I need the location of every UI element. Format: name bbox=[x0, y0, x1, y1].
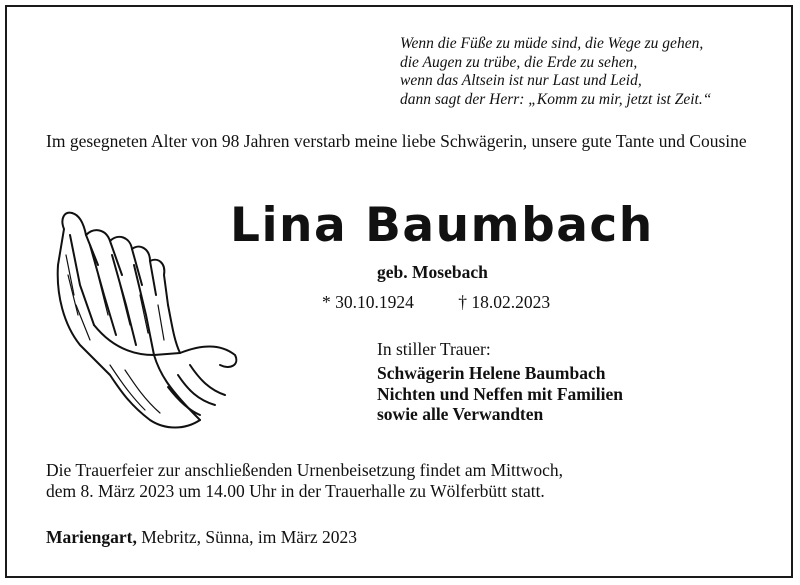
poem-line: Wenn die Füße zu müde sind, die Wege zu gehen, bbox=[400, 35, 704, 52]
poem-line: dann sagt der Herr: „Komm zu mir, jetzt ist Zeit.“ bbox=[400, 90, 712, 108]
deceased-name: Lina Baumbach bbox=[230, 198, 654, 253]
poem-line: wenn das Altsein ist nur Last und Leid, bbox=[400, 72, 642, 89]
mourners-list bbox=[377, 363, 623, 425]
mourner-entry: Nichten und Neffen mit Familien bbox=[377, 383, 623, 404]
birth-name: geb. Mosebach bbox=[377, 262, 488, 282]
praying-hands-icon bbox=[50, 205, 245, 435]
poem bbox=[400, 35, 711, 109]
intro-text: Im gesegneten Alter von 98 Jahren verstarb meine liebe Schwägerin, unsere gute Tante und Cousine bbox=[46, 131, 747, 151]
death-date: † 18.02.2023 bbox=[458, 292, 551, 312]
footer-place: Mariengart, bbox=[46, 527, 137, 547]
mourner-entry: Schwägerin Helene Baumbach bbox=[377, 363, 606, 383]
poem-line: die Augen zu trübe, die Erde zu sehen, bbox=[400, 53, 638, 71]
footer-rest: Mebritz, Sünna, im März 2023 bbox=[136, 527, 358, 547]
mourning-label: In stiller Trauer: bbox=[377, 339, 491, 359]
funeral-info bbox=[46, 460, 563, 502]
birth-date: * 30.10.1924 bbox=[322, 292, 414, 312]
footer-line bbox=[46, 527, 357, 548]
mourner-entry: sowie alle Verwandten bbox=[377, 404, 544, 424]
life-dates bbox=[322, 292, 550, 313]
funeral-line: Die Trauerfeier zur anschließenden Urnenbeisetzung findet am Mittwoch, bbox=[46, 460, 564, 480]
funeral-line: dem 8. März 2023 um 14.00 Uhr in der Trauerhalle zu Wölferbütt statt. bbox=[46, 481, 545, 501]
